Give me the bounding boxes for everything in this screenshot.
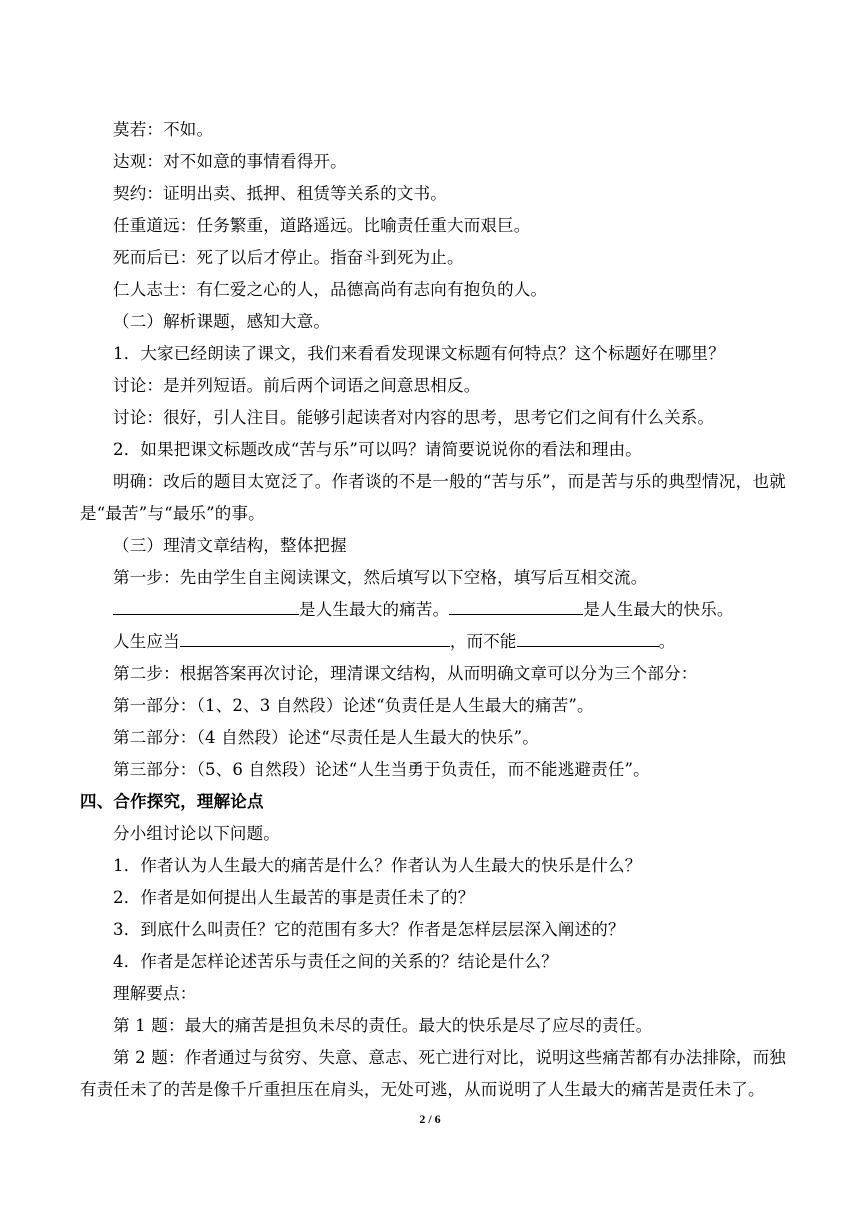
step-line: 第一步：先由学生自主阅读课文，然后填写以下空格，填写后互相交流。	[113, 568, 648, 587]
fill-blank-text: 是人生最大的快乐。	[583, 600, 734, 619]
fill-blank-text: 。	[658, 632, 676, 651]
answer-paragraph: 明确：改后的题目太宽泛了。作者谈的不是一般的“苦与乐”，而是苦与乐的典型情况，也就是“最苦”与“最乐”的事。	[80, 472, 786, 523]
fill-blank-line-1	[80, 594, 786, 626]
answer-line: 第 1 题：最大的痛苦是担负未尽的责任。最大的快乐是尽了应尽的责任。	[113, 1016, 653, 1035]
structure-part: 第一部分：（1、2、3 自然段）论述“负责任是人生最大的痛苦”。	[113, 696, 594, 715]
key-points-label: 理解要点：	[113, 984, 197, 1003]
blank-answer-4[interactable]	[517, 628, 659, 647]
fill-blank-text: 是人生最大的痛苦。	[299, 600, 450, 619]
discussion-line: 讨论：很好，引人注目。能够引起读者对内容的思考，思考它们之间有什么关系。	[113, 408, 715, 427]
instruction-line: 分小组讨论以下问题。	[113, 824, 280, 843]
fill-blank-text: ，而不能	[449, 632, 517, 651]
structure-part: 第二部分：（4 自然段）论述“尽责任是人生最大的快乐”。	[113, 728, 539, 747]
subsection-title: （二）解析课题，感知大意。	[113, 312, 331, 331]
answer-paragraph: 第 2 题：作者通过与贫穷、失意、意志、死亡进行对比，说明这些痛苦都有办法排除，而独有责任未了的苦是像千斤重担压在肩头，无处可逃，从而说明了人生最大的痛苦是责任未了。	[80, 1048, 786, 1099]
question-line: 2．如果把课文标题改成“苦与乐”可以吗？请简要说说你的看法和理由。	[113, 440, 642, 459]
question-line: 3．到底什么叫责任？它的范围有多大？作者是怎样层层深入阐述的？	[113, 920, 625, 939]
fill-blank-line-2	[80, 626, 786, 658]
structure-part: 第三部分：（5、6 自然段）论述“人生当勇于负责任，而不能逃避责任”。	[113, 760, 650, 779]
section-heading: 四、合作探究，理解论点	[80, 792, 264, 811]
definition-line: 达观：对不如意的事情看得开。	[113, 152, 347, 171]
discussion-line: 讨论：是并列短语。前后两个词语之间意思相反。	[113, 376, 481, 395]
definition-line: 任重道远：任务繁重，道路遥远。比喻责任重大而艰巨。	[113, 216, 531, 235]
step-line: 第二步：根据答案再次讨论，理清课文结构，从而明确文章可以分为三个部分：	[113, 664, 698, 683]
blank-answer-3[interactable]	[180, 628, 450, 647]
question-line: 4．作者是怎样论述苦乐与责任之间的关系的？结论是什么？	[113, 952, 558, 971]
document-body	[80, 114, 786, 1106]
definition-line: 仁人志士：有仁爱之心的人，品德高尚有志向有抱负的人。	[113, 280, 548, 299]
question-line: 1．大家已经朗读了课文，我们来看看发现课文标题有何特点？这个标题好在哪里？	[113, 344, 725, 363]
page-number: 2 / 6	[419, 1112, 441, 1126]
blank-answer-2[interactable]	[449, 596, 583, 615]
definition-line: 莫若：不如。	[113, 120, 214, 139]
subsection-title: （三）理清文章结构，整体把握	[113, 536, 347, 555]
question-line: 2．作者是如何提出人生最苦的事是责任未了的？	[113, 888, 475, 907]
question-line: 1．作者认为人生最大的痛苦是什么？作者认为人生最大的快乐是什么？	[113, 856, 642, 875]
fill-blank-text: 人生应当	[113, 632, 180, 651]
definition-line: 死而后已：死了以后才停止。指奋斗到死为止。	[113, 248, 464, 267]
definition-line: 契约：证明出卖、抵押、租赁等关系的文书。	[113, 184, 447, 203]
blank-answer-1[interactable]	[113, 596, 299, 615]
